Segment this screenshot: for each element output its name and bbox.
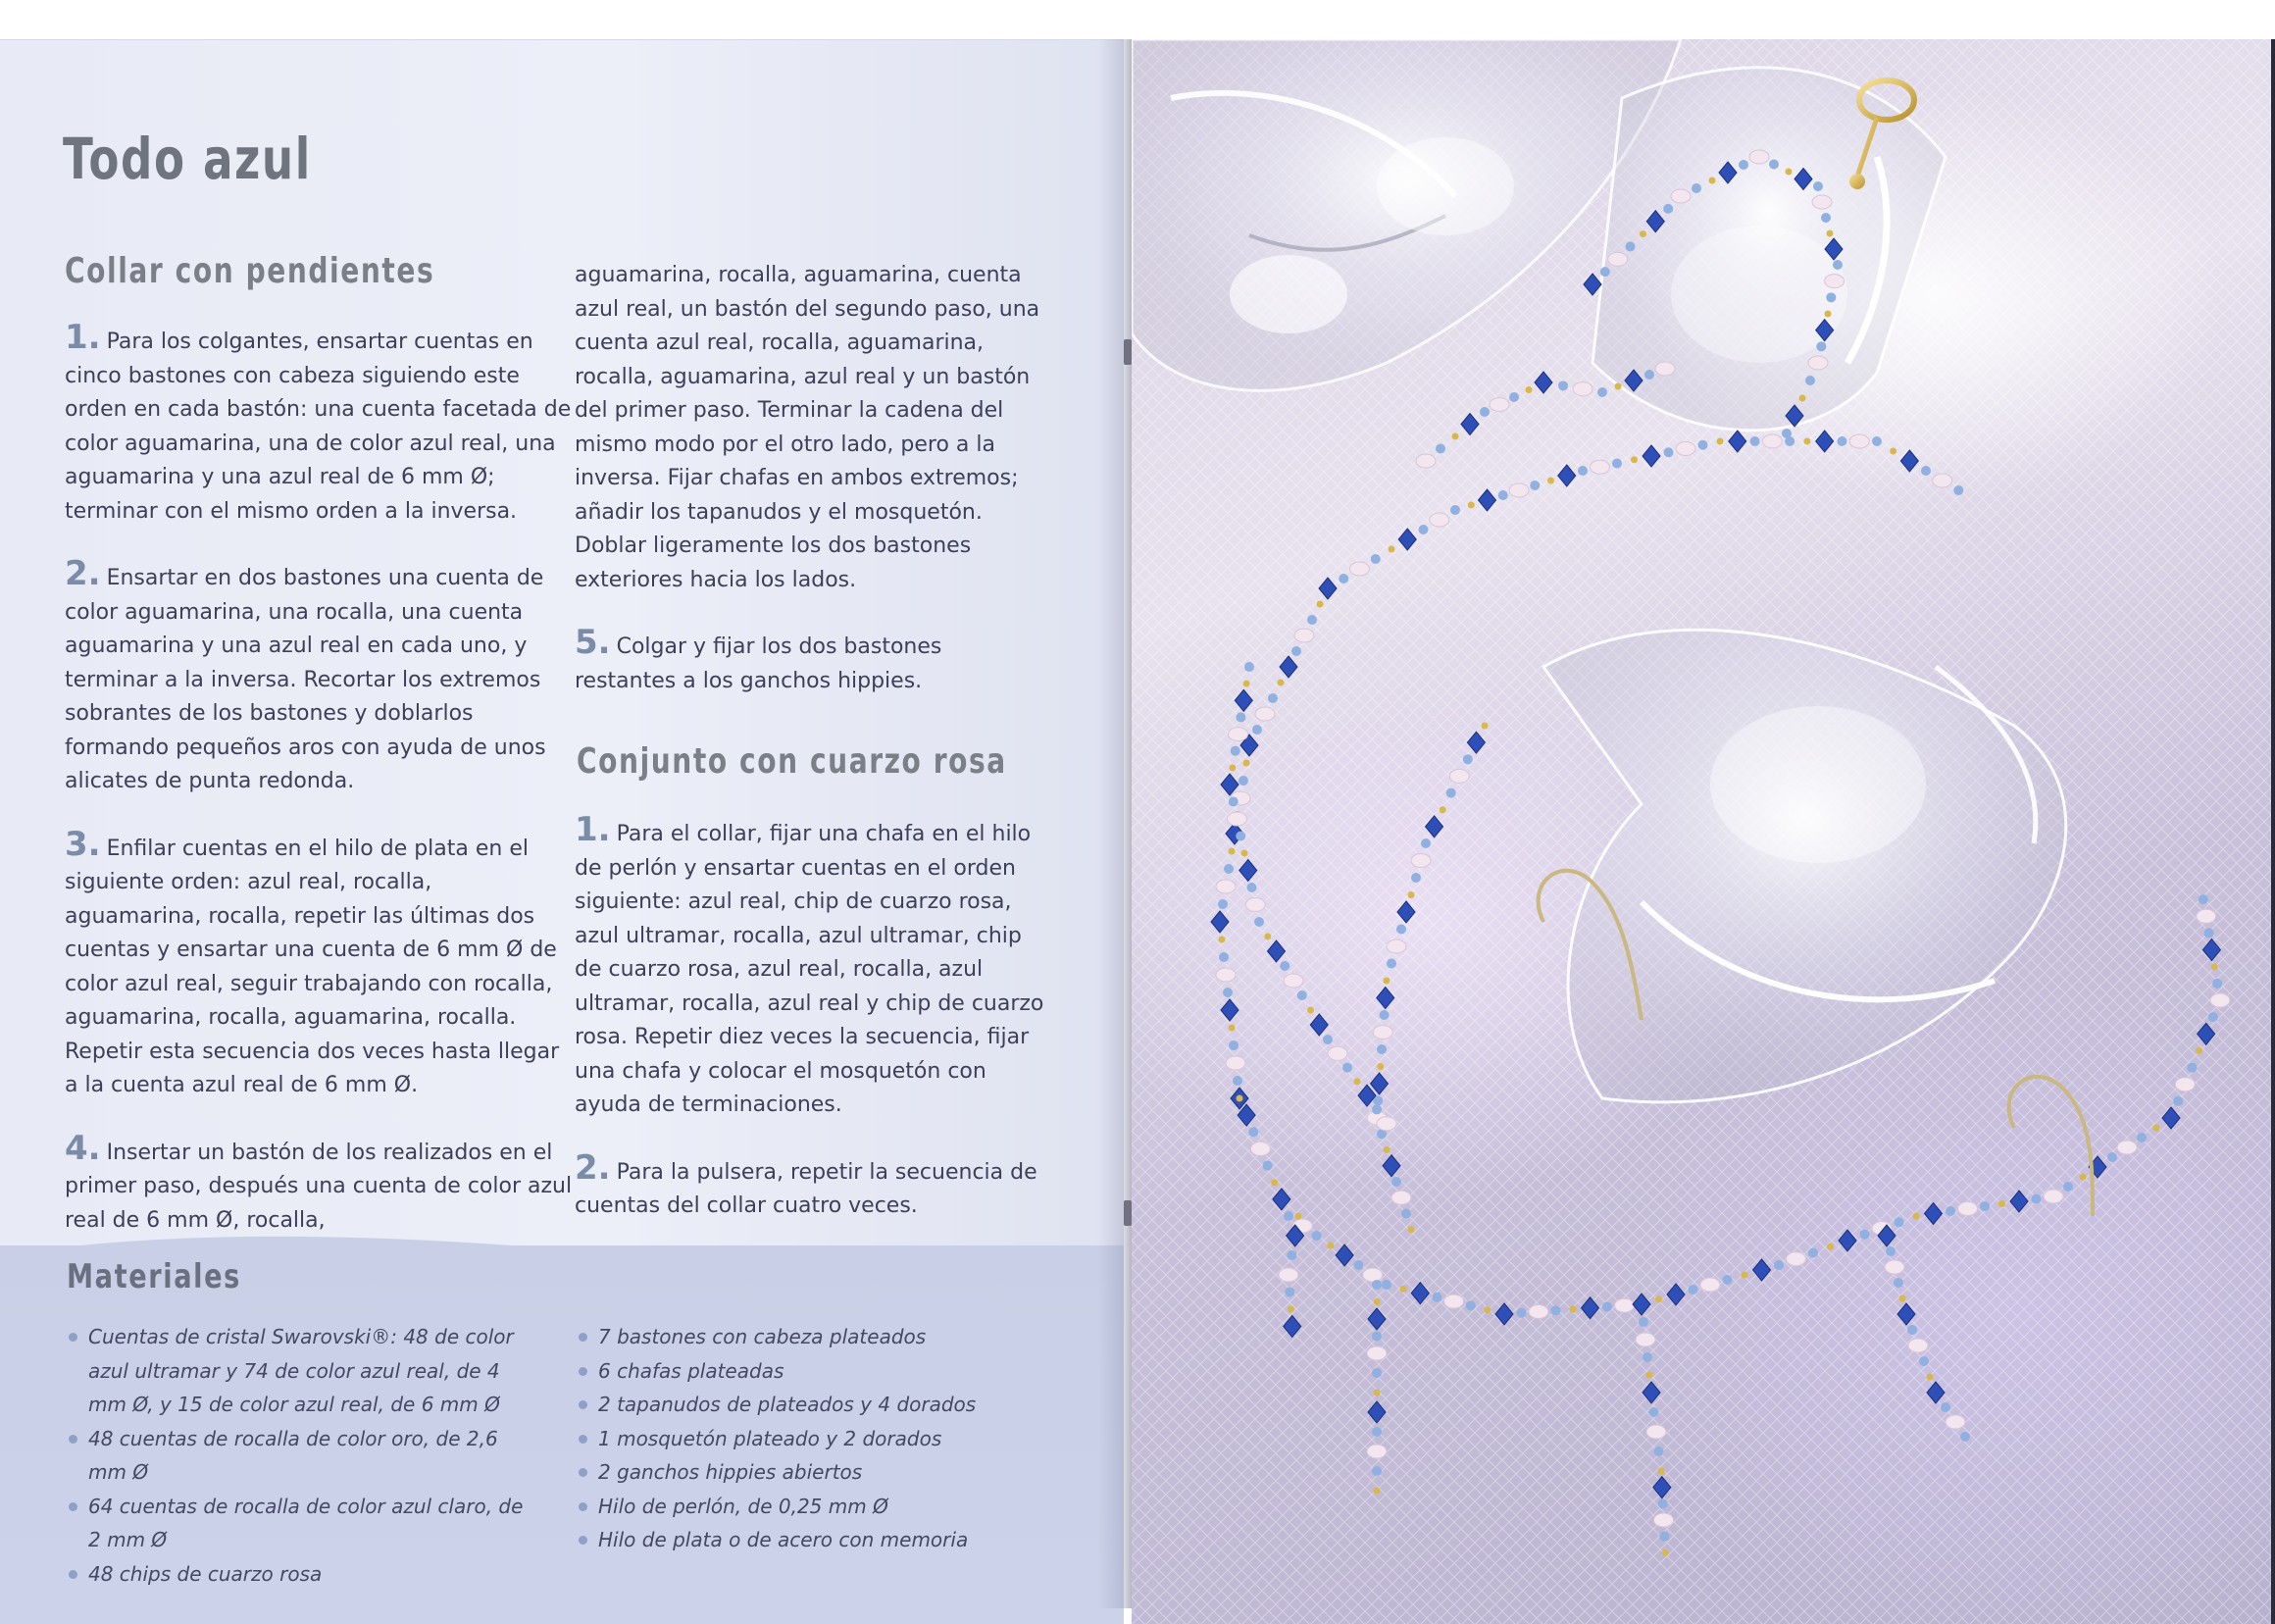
rose-quartz-chip xyxy=(1373,1026,1392,1040)
aquamarine-bead xyxy=(1436,444,1445,454)
aquamarine-bead xyxy=(1236,832,1245,841)
aquamarine-bead xyxy=(1750,436,1760,446)
gold-seed-bead xyxy=(1998,1200,2005,1207)
gold-seed-bead xyxy=(1452,433,1459,440)
gold-seed-bead xyxy=(1646,1372,1653,1379)
rose-quartz-chip xyxy=(1615,1298,1635,1312)
aquamarine-bead xyxy=(1774,1260,1784,1270)
gold-seed-bead xyxy=(1384,1146,1390,1153)
rose-quartz-chip xyxy=(1654,1513,1674,1527)
rose-quartz-chip xyxy=(1908,1339,1928,1352)
rose-quartz-chip xyxy=(1387,939,1406,953)
aquamarine-bead xyxy=(1643,1352,1652,1362)
gold-seed-bead xyxy=(1307,1007,1314,1014)
rose-quartz-chip xyxy=(1608,252,1628,266)
aquamarine-bead xyxy=(1450,505,1460,515)
rose-quartz-chip xyxy=(1391,1191,1411,1204)
materials-list-left xyxy=(67,1320,537,1591)
gold-seed-bead xyxy=(1354,1078,1361,1085)
aquamarine-bead xyxy=(1872,436,1882,446)
aquamarine-bead xyxy=(1723,1275,1733,1285)
aquamarine-bead xyxy=(1530,481,1540,490)
aquamarine-bead xyxy=(1739,160,1748,170)
gold-seed-bead xyxy=(1384,978,1390,985)
rose-quartz-chip xyxy=(2197,909,2216,923)
gold-seed-bead xyxy=(1243,681,1250,687)
aquamarine-bead xyxy=(1826,292,1836,302)
aquamarine-bead xyxy=(1387,959,1396,969)
aquamarine-bead xyxy=(1895,1217,1904,1227)
step-number: 1. xyxy=(65,318,101,357)
rose-quartz-chip xyxy=(1250,1142,1270,1155)
rose-quartz-chip xyxy=(1946,1415,1965,1429)
aquamarine-bead xyxy=(1821,213,1831,223)
aquamarine-bead xyxy=(1597,387,1607,397)
aquamarine-bead xyxy=(1578,466,1588,476)
material-item: Hilo de plata o de acero con memoria xyxy=(577,1523,1047,1557)
aquamarine-bead xyxy=(1894,1278,1903,1288)
aquamarine-bead xyxy=(1371,554,1381,564)
aquamarine-bead xyxy=(1342,1063,1352,1073)
rose-quartz-chip xyxy=(2210,993,2230,1007)
step xyxy=(65,318,575,529)
gold-seed-bead xyxy=(1400,1286,1407,1293)
aquamarine-bead xyxy=(1229,797,1239,807)
gold-seed-bead xyxy=(1827,1243,1834,1250)
aquamarine-bead xyxy=(1860,1230,1870,1240)
gold-seed-bead xyxy=(1237,1095,1243,1102)
rose-quartz-chip xyxy=(1509,483,1529,497)
gold-seed-bead xyxy=(1547,478,1554,484)
rose-quartz-chip xyxy=(1245,898,1265,912)
rose-quartz-chip xyxy=(1411,854,1431,868)
rose-quartz-chip xyxy=(1762,434,1782,448)
gold-seed-bead xyxy=(1927,1374,1934,1381)
rose-quartz-chip xyxy=(1636,1333,1655,1346)
rose-quartz-chip xyxy=(1808,356,1828,370)
instructions-column-2 xyxy=(575,259,1045,732)
aquamarine-bead xyxy=(1252,725,1262,735)
gold-seed-bead xyxy=(1241,850,1248,857)
rose-quartz-chip xyxy=(1284,974,1303,988)
aquamarine-bead xyxy=(1223,988,1233,997)
aquamarine-bead xyxy=(1558,381,1568,390)
section-title-conjunto: Conjunto con cuarzo rosa xyxy=(577,741,1007,782)
aquamarine-bead xyxy=(1689,1285,1698,1294)
aquamarine-bead xyxy=(1639,1317,1648,1327)
aquamarine-bead xyxy=(1480,407,1490,417)
aquamarine-bead xyxy=(1833,260,1843,270)
aquamarine-bead xyxy=(1323,1035,1333,1044)
gold-seed-bead xyxy=(1278,680,1285,686)
aquamarine-bead xyxy=(1466,1300,1476,1310)
rose-quartz-chip xyxy=(1279,1268,1298,1282)
rose-quartz-chip xyxy=(1228,812,1247,826)
aquamarine-bead xyxy=(2187,1063,2197,1073)
aquamarine-bead xyxy=(1411,873,1421,883)
aquamarine-bead xyxy=(1509,392,1519,402)
aquamarine-bead xyxy=(1692,183,1701,193)
step xyxy=(575,1147,1045,1224)
step xyxy=(65,824,575,1103)
step-text: Para el collar, fijar una chafa en el hilo de perlón y ensartar cuentas en el orden siguiente: azul real, chip de cuarzo rosa, azul ultramar, rocalla, azul ultramar, chip de cuarzo rosa, azul real, rocalla, azul ultramar, rocalla, azul real y chip de cuarzo rosa. Repetir diez veces la secuencia, fijar una chafa y colocar el mosquetón con ayuda de terminaciones. xyxy=(575,822,1044,1117)
gold-seed-bead xyxy=(1913,1213,1920,1220)
rose-quartz-chip xyxy=(2044,1190,2063,1203)
rose-quartz-chip xyxy=(1216,968,1236,982)
step-text: aguamarina, rocalla, aguamarina, cuenta azul real, un bastón del segundo paso, una cuenta azul real, rocalla, aguamarina, rocalla, aguamarina, azul real y un bastón del primer paso. Terminar la cadena del mismo modo por el otro lado, pero a la inversa. Fijar chafas en ambos extremos; añadir los tapanudos y el mosquetón. Doblar ligeramente los dos bastones exteriores hacia los lados. xyxy=(575,263,1040,592)
aquamarine-bead xyxy=(1446,788,1456,798)
gold-seed-bead xyxy=(1890,448,1896,455)
rose-quartz-chip xyxy=(1367,1346,1387,1360)
aquamarine-bead xyxy=(2199,894,2208,904)
materials-title: Materiales xyxy=(67,1257,241,1296)
aquamarine-bead xyxy=(1837,436,1846,446)
page-edge xyxy=(2271,39,2275,1624)
staple xyxy=(1124,1200,1132,1226)
gold-seed-bead xyxy=(2211,963,2218,970)
gold-seed-bead xyxy=(1827,230,1834,237)
gold-seed-bead xyxy=(1374,1390,1381,1396)
step-number: 3. xyxy=(65,824,101,864)
rose-quartz-chip xyxy=(1229,728,1248,741)
jewelry-illustration xyxy=(1132,39,2271,1624)
gutter-shadow xyxy=(1098,39,1132,1608)
aquamarine-bead xyxy=(1602,1302,1612,1312)
gold-seed-bead xyxy=(1374,1298,1381,1305)
aquamarine-bead xyxy=(1285,1288,1294,1297)
rose-quartz-chip xyxy=(1363,1268,1383,1282)
rose-quartz-chip xyxy=(1655,362,1675,376)
gold-seed-bead xyxy=(1786,169,1793,176)
gold-seed-bead xyxy=(1803,438,1810,445)
aquamarine-bead xyxy=(2173,1096,2183,1106)
aquamarine-bead xyxy=(1396,925,1406,935)
aquamarine-bead xyxy=(2063,1182,2073,1192)
rose-quartz-chip xyxy=(2175,1078,2195,1091)
aquamarine-bead xyxy=(1218,899,1228,909)
aquamarine-bead xyxy=(1980,1201,1990,1211)
aquamarine-bead xyxy=(1353,1260,1363,1270)
aquamarine-bead xyxy=(2137,1133,2147,1142)
aquamarine-bead xyxy=(1816,341,1826,351)
rose-quartz-chip xyxy=(1591,460,1610,474)
material-item: 48 chips de cuarzo rosa xyxy=(67,1557,537,1592)
aquamarine-bead xyxy=(1658,1498,1668,1508)
gold-seed-bead xyxy=(1742,1272,1748,1279)
staple xyxy=(1124,339,1132,365)
rose-quartz-chip xyxy=(1958,1202,1978,1216)
rose-quartz-chip xyxy=(1416,454,1436,468)
aquamarine-bead xyxy=(1432,1293,1441,1302)
step-number: 2. xyxy=(575,1147,611,1188)
aquamarine-bead xyxy=(1287,1250,1296,1260)
aquamarine-bead xyxy=(1498,490,1508,500)
material-item: 2 tapanudos de plateados y 4 dorados xyxy=(577,1388,1047,1422)
step-text: Ensartar en dos bastones una cuenta de color aguamarina, una rocalla, una cuenta aguamarina y una azul real en cada uno, y terminar a la inversa. Recortar los extremos sobrantes de los bastones y doblarlos formando pequeños aros con ayuda de unos alicates de punta redonda. xyxy=(65,566,546,793)
aquamarine-bead xyxy=(1960,1432,1970,1442)
aquamarine-bead xyxy=(1463,754,1473,764)
gold-seed-bead xyxy=(1640,230,1646,237)
aquamarine-bead xyxy=(1401,1209,1411,1219)
aquamarine-bead xyxy=(2204,928,2214,938)
material-item: 7 bastones con cabeza plateados xyxy=(577,1320,1047,1354)
aquamarine-bead xyxy=(1953,485,1963,495)
rose-quartz-chip xyxy=(1294,629,1314,642)
gold-seed-bead xyxy=(1408,891,1415,898)
rose-quartz-chip xyxy=(1849,434,1869,448)
aquamarine-bead xyxy=(1421,838,1431,848)
aquamarine-bead xyxy=(1808,1248,1818,1258)
material-item: 64 cuentas de rocalla de color azul claro, de 2 mm Ø xyxy=(67,1490,537,1557)
gold-seed-bead xyxy=(1295,1213,1302,1220)
material-item: Hilo de perlón, de 0,25 mm Ø xyxy=(577,1490,1047,1524)
gold-seed-bead xyxy=(1374,1488,1381,1495)
aquamarine-bead xyxy=(1263,1161,1273,1171)
gold-seed-bead xyxy=(1709,178,1716,184)
gold-seed-bead xyxy=(1655,1296,1662,1303)
step xyxy=(575,623,1045,698)
aquamarine-bead xyxy=(2212,979,2222,989)
gold-seed-bead xyxy=(1717,438,1724,445)
aquamarine-bead xyxy=(1372,1466,1382,1476)
aquamarine-bead xyxy=(1268,693,1278,703)
step-number: 4. xyxy=(65,1128,101,1168)
gold-seed-bead xyxy=(1825,311,1832,318)
aquamarine-bead xyxy=(1626,241,1636,251)
aquamarine-bead xyxy=(1372,1427,1382,1437)
rose-quartz-chip xyxy=(1676,442,1695,456)
rose-quartz-chip xyxy=(1812,195,1832,209)
gold-seed-bead xyxy=(1662,1549,1669,1556)
aquamarine-bead xyxy=(1280,961,1289,971)
aquamarine-bead xyxy=(1654,1446,1664,1456)
aquamarine-bead xyxy=(1254,917,1264,927)
aquamarine-bead xyxy=(2032,1194,2042,1204)
step-text: Insertar un bastón de los realizados en el primer paso, después una cuenta de color azul real de 6 mm Ø, rocalla, xyxy=(65,1140,573,1233)
aquamarine-bead xyxy=(1946,1206,1955,1216)
gold-seed-bead xyxy=(1570,1306,1577,1313)
gold-seed-bead xyxy=(1408,1226,1415,1233)
gold-seed-bead xyxy=(2153,1125,2160,1132)
aquamarine-bead xyxy=(1372,1368,1382,1378)
aquamarine-bead xyxy=(1380,1010,1390,1020)
gold-seed-bead xyxy=(1631,456,1638,463)
aquamarine-bead xyxy=(1247,883,1257,892)
aquamarine-bead xyxy=(1236,712,1245,722)
gold-seed-bead xyxy=(1658,1468,1665,1475)
aquamarine-bead xyxy=(1644,370,1654,380)
gold-seed-bead xyxy=(1229,764,1236,771)
gold-seed-bead xyxy=(1219,937,1226,943)
rose-quartz-chip xyxy=(1671,189,1691,203)
aquamarine-bead xyxy=(1782,429,1792,438)
rose-quartz-chip xyxy=(1825,275,1845,288)
step-number: 5. xyxy=(575,623,611,662)
aquamarine-bead xyxy=(1372,1104,1382,1114)
rose-quartz-chip xyxy=(1430,513,1449,527)
gold-seed-bead xyxy=(1799,395,1806,402)
gold-seed-bead xyxy=(1243,760,1250,767)
gold-seed-bead xyxy=(1229,848,1236,855)
aquamarine-bead xyxy=(1219,952,1229,962)
aquamarine-bead xyxy=(1664,447,1674,457)
rose-quartz-chip xyxy=(1216,880,1236,893)
aquamarine-bead xyxy=(1517,1308,1527,1318)
aquamarine-bead xyxy=(1372,1280,1382,1290)
aquamarine-bead xyxy=(1391,1177,1401,1187)
step-text: Enfilar cuentas en el hilo de plata en el siguiente orden: azul real, rocalla, aguamarina, rocalla, repetir las últimas dos cuentas y ensartar una cuenta de 6 mm Ø de color azul real, seguir trabajando con rocalla, aguamarina, rocalla, aguamarina, rocalla. Repetir esta secuencia dos veces hasta llegar a la cuenta azul real de 6 mm Ø. xyxy=(65,836,560,1097)
material-item: 48 cuentas de rocalla de color oro, de 2,6 mm Ø xyxy=(67,1422,537,1490)
rose-quartz-chip xyxy=(1377,1117,1396,1131)
step-text: Para los colgantes, ensartar cuentas en cinco bastones con cabeza siguiendo este orden en cada bastón: una cuenta facetada de color aguamarina, una de color azul real, una aguamarina y una azul real de 6 mm Ø; terminar con el mismo orden a la inversa. xyxy=(65,330,572,524)
materials-list-right xyxy=(577,1320,1047,1557)
step xyxy=(575,810,1045,1123)
aquamarine-bead xyxy=(1307,615,1317,625)
gold-seed-bead xyxy=(1271,1179,1278,1186)
gold-seed-bead xyxy=(1468,502,1475,509)
material-item: 2 ganchos hippies abiertos xyxy=(577,1455,1047,1490)
step-text: Colgar y fijar los dos bastones restantes a los ganchos hippies. xyxy=(575,634,942,693)
gold-seed-bead xyxy=(1377,1063,1384,1070)
step-number: 2. xyxy=(65,554,101,593)
aquamarine-bead xyxy=(1941,1402,1950,1412)
gold-seed-bead xyxy=(1899,1295,1906,1302)
gold-seed-bead xyxy=(1327,1243,1334,1249)
aquamarine-bead xyxy=(1919,1356,1929,1366)
aquamarine-bead xyxy=(1886,1246,1896,1256)
gold-seed-bead xyxy=(1526,386,1533,393)
material-item: 6 chafas plateadas xyxy=(577,1354,1047,1389)
step-continuation xyxy=(575,259,1045,597)
rose-quartz-chip xyxy=(1700,1278,1720,1292)
page-title: Todo azul xyxy=(63,126,312,192)
rose-quartz-chip xyxy=(1573,382,1592,396)
instructions-column-3 xyxy=(575,810,1045,1257)
aquamarine-bead xyxy=(1224,864,1234,874)
aquamarine-bead xyxy=(1805,376,1815,385)
rose-quartz-chip xyxy=(1328,1046,1347,1060)
rose-quartz-chip xyxy=(1350,562,1370,576)
rose-quartz-chip xyxy=(1646,1425,1666,1439)
aquamarine-bead xyxy=(2208,1012,2218,1022)
gold-seed-bead xyxy=(1229,1025,1236,1032)
aquamarine-bead xyxy=(1297,990,1307,1000)
rose-quartz-chip xyxy=(1787,1252,1806,1266)
instructions-column-1 xyxy=(65,318,575,1271)
rose-quartz-chip xyxy=(1529,1305,1548,1319)
jewelry-photo xyxy=(1132,39,2271,1624)
rose-quartz-chip xyxy=(1255,707,1275,721)
aquamarine-bead xyxy=(1382,1280,1391,1290)
gold-seed-bead xyxy=(1440,806,1446,813)
aquamarine-bead xyxy=(1377,1044,1387,1054)
aquamarine-bead xyxy=(1813,181,1823,191)
aquamarine-bead xyxy=(1244,662,1254,672)
aquamarine-bead xyxy=(1233,1076,1242,1086)
rose-quartz-chip xyxy=(1367,1445,1387,1458)
gold-seed-bead xyxy=(1317,601,1324,608)
rose-quartz-chip xyxy=(1749,150,1769,164)
aquamarine-bead xyxy=(1612,459,1622,469)
aquamarine-bead xyxy=(2107,1152,2117,1162)
aquamarine-bead xyxy=(1659,1532,1669,1542)
rose-quartz-chip xyxy=(2117,1141,2137,1154)
gold-seed-bead xyxy=(1288,1306,1294,1313)
aquamarine-bead xyxy=(1921,466,1931,476)
gold-seed-bead xyxy=(2196,1047,2202,1054)
rose-quartz-chip xyxy=(1444,1294,1464,1308)
rose-quartz-chip xyxy=(1885,1260,1904,1274)
step-number: 1. xyxy=(575,810,611,849)
step-text: Para la pulsera, repetir la secuencia de cuentas del collar cuatro veces. xyxy=(575,1159,1037,1218)
aquamarine-bead xyxy=(1663,204,1673,214)
gold-seed-bead xyxy=(1615,383,1622,390)
step xyxy=(65,554,575,799)
gold-seed-bead xyxy=(1482,723,1489,730)
rose-quartz-chip xyxy=(1490,398,1509,412)
material-item: Cuentas de cristal Swarovski®: 48 de color azul ultramar y 74 de color azul real, de 4 mm Ø, y 15 de color azul real, de 6 mm Ø xyxy=(67,1320,537,1422)
gold-seed-bead xyxy=(1389,546,1395,553)
aquamarine-bead xyxy=(1698,440,1708,450)
aquamarine-bead xyxy=(1229,1040,1239,1050)
aquamarine-bead xyxy=(1551,1305,1561,1315)
material-item: 1 mosquetón plateado y 2 dorados xyxy=(577,1422,1047,1456)
aquamarine-bead xyxy=(1284,1211,1293,1221)
gold-seed-bead xyxy=(2080,1174,2087,1181)
aquamarine-bead xyxy=(1649,1407,1659,1417)
aquamarine-bead xyxy=(1339,574,1348,584)
aquamarine-bead xyxy=(1248,1127,1258,1137)
rose-quartz-chip xyxy=(1226,1056,1245,1070)
aquamarine-bead xyxy=(1419,525,1429,534)
aquamarine-bead xyxy=(1907,1325,1917,1335)
aquamarine-bead xyxy=(1769,160,1779,170)
aquamarine-bead xyxy=(1600,267,1610,277)
rose-quartz-chip xyxy=(1933,474,1952,487)
aquamarine-bead xyxy=(1291,646,1301,656)
rose-quartz-chip xyxy=(1449,769,1469,783)
aquamarine-bead xyxy=(1312,1231,1322,1241)
aquamarine-bead xyxy=(1372,1332,1382,1342)
aquamarine-bead xyxy=(1231,746,1240,756)
aquamarine-bead xyxy=(1239,776,1248,786)
gold-seed-bead xyxy=(1264,934,1271,940)
section-title-collar: Collar con pendientes xyxy=(65,251,435,291)
gold-seed-bead xyxy=(1484,1306,1491,1313)
